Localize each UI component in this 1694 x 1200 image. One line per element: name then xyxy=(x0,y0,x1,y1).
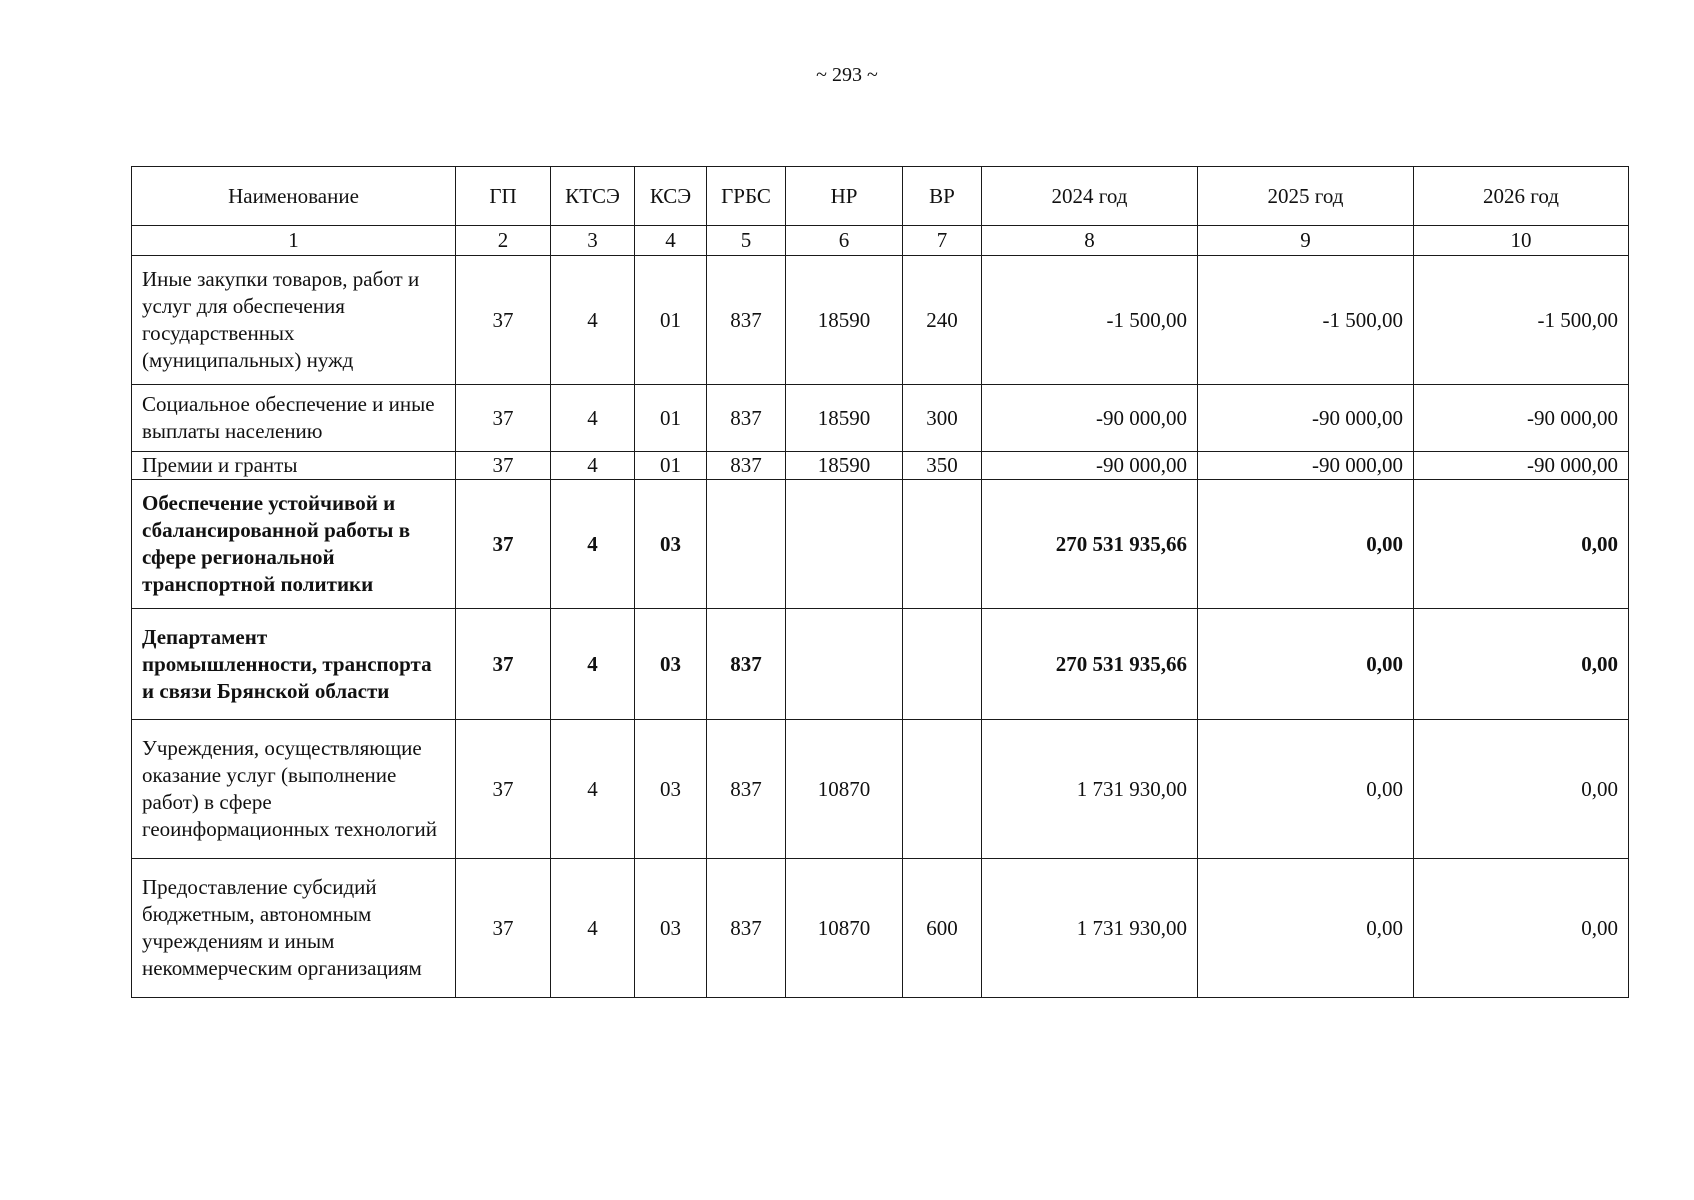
cell-kse: 03 xyxy=(635,609,707,720)
cell-kse: 01 xyxy=(635,452,707,480)
cell-2026: 0,00 xyxy=(1414,720,1629,859)
row-name: Учреждения, осуществляющие оказание услуг (выполнение работ) в сфере геоинформационных технологий xyxy=(132,720,456,859)
column-number: 3 xyxy=(551,226,635,256)
cell-gp: 37 xyxy=(456,859,551,998)
cell-kse: 01 xyxy=(635,385,707,452)
table-row xyxy=(132,256,1629,385)
cell-2026: 0,00 xyxy=(1414,859,1629,998)
cell-ktse: 4 xyxy=(551,480,635,609)
cell-gp: 37 xyxy=(456,480,551,609)
cell-gp: 37 xyxy=(456,256,551,385)
cell-2025: -1 500,00 xyxy=(1198,256,1414,385)
cell-grbs xyxy=(707,480,786,609)
column-number: 7 xyxy=(903,226,982,256)
cell-vr: 350 xyxy=(903,452,982,480)
cell-ktse: 4 xyxy=(551,385,635,452)
cell-gp: 37 xyxy=(456,452,551,480)
cell-nr xyxy=(786,609,903,720)
table-row xyxy=(132,720,1629,859)
header-kse: КСЭ xyxy=(635,167,707,226)
cell-vr: 600 xyxy=(903,859,982,998)
budget-table xyxy=(131,166,1629,998)
cell-2026: -90 000,00 xyxy=(1414,452,1629,480)
cell-2025: 0,00 xyxy=(1198,859,1414,998)
header-2026: 2026 год xyxy=(1414,167,1629,226)
cell-ktse: 4 xyxy=(551,256,635,385)
cell-vr xyxy=(903,609,982,720)
row-name: Социальное обеспечение и иные выплаты населению xyxy=(132,385,456,452)
column-number: 2 xyxy=(456,226,551,256)
cell-2026: -90 000,00 xyxy=(1414,385,1629,452)
cell-2025: 0,00 xyxy=(1198,609,1414,720)
cell-2025: -90 000,00 xyxy=(1198,452,1414,480)
page-number: ~ 293 ~ xyxy=(816,64,878,86)
header-2025: 2025 год xyxy=(1198,167,1414,226)
table-row xyxy=(132,452,1629,480)
cell-vr xyxy=(903,720,982,859)
row-name: Обеспечение устойчивой и сбалансированной работы в сфере региональной транспортной политики xyxy=(132,480,456,609)
row-name: Предоставление субсидий бюджетным, автономным учреждениям и иным некоммерческим организациям xyxy=(132,859,456,998)
header-ktse: КТСЭ xyxy=(551,167,635,226)
cell-ktse: 4 xyxy=(551,452,635,480)
cell-ktse: 4 xyxy=(551,720,635,859)
cell-vr xyxy=(903,480,982,609)
cell-grbs: 837 xyxy=(707,720,786,859)
cell-2026: -1 500,00 xyxy=(1414,256,1629,385)
column-number: 9 xyxy=(1198,226,1414,256)
cell-2025: -90 000,00 xyxy=(1198,385,1414,452)
cell-2024: -90 000,00 xyxy=(982,385,1198,452)
header-gp: ГП xyxy=(456,167,551,226)
cell-2024: 270 531 935,66 xyxy=(982,480,1198,609)
cell-gp: 37 xyxy=(456,385,551,452)
cell-nr: 10870 xyxy=(786,859,903,998)
cell-kse: 03 xyxy=(635,480,707,609)
cell-kse: 01 xyxy=(635,256,707,385)
cell-nr: 18590 xyxy=(786,385,903,452)
row-name: Премии и гранты xyxy=(132,452,456,480)
column-number: 5 xyxy=(707,226,786,256)
header-grbs: ГРБС xyxy=(707,167,786,226)
header-nr: НР xyxy=(786,167,903,226)
row-name: Департамент промышленности, транспорта и связи Брянской области xyxy=(132,609,456,720)
cell-2024: -90 000,00 xyxy=(982,452,1198,480)
cell-vr: 300 xyxy=(903,385,982,452)
cell-2026: 0,00 xyxy=(1414,480,1629,609)
cell-2024: 1 731 930,00 xyxy=(982,720,1198,859)
header-name: Наименование xyxy=(132,167,456,226)
header-vr: ВР xyxy=(903,167,982,226)
table-row xyxy=(132,609,1629,720)
cell-vr: 240 xyxy=(903,256,982,385)
cell-2024: 270 531 935,66 xyxy=(982,609,1198,720)
table-row xyxy=(132,859,1629,998)
column-number: 4 xyxy=(635,226,707,256)
cell-ktse: 4 xyxy=(551,859,635,998)
cell-grbs: 837 xyxy=(707,859,786,998)
cell-gp: 37 xyxy=(456,720,551,859)
cell-nr: 10870 xyxy=(786,720,903,859)
column-number: 10 xyxy=(1414,226,1629,256)
cell-2026: 0,00 xyxy=(1414,609,1629,720)
cell-2024: -1 500,00 xyxy=(982,256,1198,385)
cell-kse: 03 xyxy=(635,720,707,859)
header-row xyxy=(132,167,1629,226)
column-number: 8 xyxy=(982,226,1198,256)
column-number: 1 xyxy=(132,226,456,256)
cell-2025: 0,00 xyxy=(1198,480,1414,609)
cell-kse: 03 xyxy=(635,859,707,998)
table-row xyxy=(132,385,1629,452)
cell-grbs: 837 xyxy=(707,452,786,480)
cell-nr: 18590 xyxy=(786,256,903,385)
table-row xyxy=(132,480,1629,609)
cell-grbs: 837 xyxy=(707,256,786,385)
cell-2024: 1 731 930,00 xyxy=(982,859,1198,998)
row-name: Иные закупки товаров, работ и услуг для обеспечения государственных (муниципальных) нужд xyxy=(132,256,456,385)
column-number-row xyxy=(132,226,1629,256)
column-number: 6 xyxy=(786,226,903,256)
cell-grbs: 837 xyxy=(707,385,786,452)
cell-nr xyxy=(786,480,903,609)
header-2024: 2024 год xyxy=(982,167,1198,226)
cell-ktse: 4 xyxy=(551,609,635,720)
cell-gp: 37 xyxy=(456,609,551,720)
cell-grbs: 837 xyxy=(707,609,786,720)
cell-2025: 0,00 xyxy=(1198,720,1414,859)
cell-nr: 18590 xyxy=(786,452,903,480)
